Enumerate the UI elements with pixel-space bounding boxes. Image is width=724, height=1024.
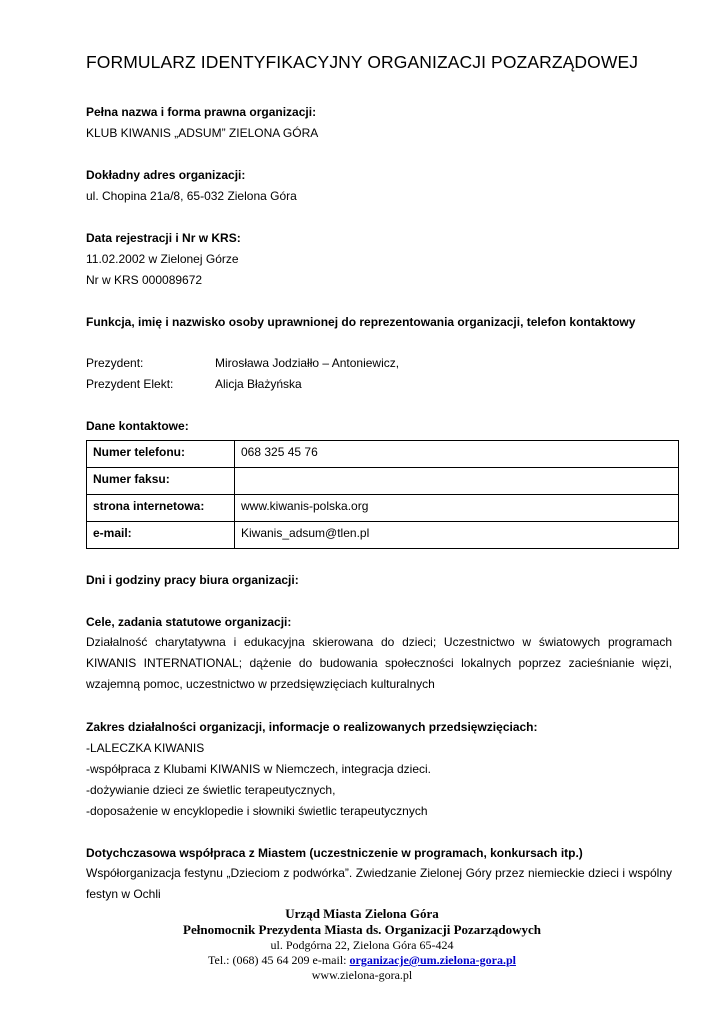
goals-text: Działalność charytatywna i edukacyjna skierowana do dzieci; Uczestnictwo w światowych programach KIWANIS INTERNATIONAL; dążenie do budowania społeczności lokalnych poprzez zacieśnianie więzi, wzajemną pomoc, uczestnictwo w przedsięwzięciach kulturalnych bbox=[86, 635, 672, 691]
footer-email-link[interactable]: organizacje@um.zielona-gora.pl bbox=[349, 953, 516, 967]
footer-office: Urząd Miasta Zielona Góra bbox=[285, 906, 439, 921]
footer-website: www.zielona-gora.pl bbox=[311, 968, 413, 982]
contact-table bbox=[86, 440, 679, 549]
footer-contact bbox=[0, 953, 724, 968]
hours-label: Dni i godziny pracy biura organizacji: bbox=[86, 573, 299, 587]
footer-address: ul. Podgórna 22, Zielona Góra 65-424 bbox=[270, 938, 454, 952]
email-key: e-mail: bbox=[87, 522, 235, 549]
table-row bbox=[87, 495, 679, 522]
fax-key: Numer faksu: bbox=[87, 468, 235, 495]
email-value: Kiwanis_adsum@tlen.pl bbox=[235, 522, 679, 549]
krs-number: Nr w KRS 000089672 bbox=[86, 273, 203, 287]
table-row bbox=[87, 441, 679, 468]
role-president: Prezydent: bbox=[86, 356, 144, 370]
footer-plenipotentiary: Pełnomocnik Prezydenta Miasta ds. Organizacji Pozarządowych bbox=[183, 922, 541, 937]
address-value: ul. Chopina 21a/8, 65-032 Zielona Góra bbox=[86, 189, 297, 203]
website-key: strona internetowa: bbox=[87, 495, 235, 522]
name-label: Pełna nazwa i forma prawna organizacji: bbox=[86, 105, 317, 119]
name-value: KLUB KIWANIS „ADSUM” ZIELONA GÓRA bbox=[86, 126, 319, 140]
krs-label: Data rejestracji i Nr w KRS: bbox=[86, 231, 241, 245]
fax-value bbox=[235, 468, 679, 495]
goals-label: Cele, zadania statutowe organizacji: bbox=[86, 615, 292, 629]
name-president: Mirosława Jodziałło – Antoniewicz, bbox=[215, 356, 400, 370]
list-item: -współpraca z Klubami KIWANIS w Niemczech, integracja dzieci. bbox=[86, 762, 432, 776]
list-item: -doposażenie w encyklopedie i słowniki świetlic terapeutycznych bbox=[86, 804, 428, 818]
page-title: FORMULARZ IDENTYFIKACYJNY ORGANIZACJI POZARZĄDOWEJ bbox=[86, 52, 639, 72]
role-president-elect: Prezydent Elekt: bbox=[86, 377, 174, 391]
page-footer bbox=[0, 906, 724, 983]
table-row bbox=[87, 468, 679, 495]
cooperation-text: Współorganizacja festynu „Dzieciom z podwórka”. Zwiedzanie Zielonej Góry przez niemieckie dzieci i wspólny festyn w Ochli bbox=[86, 866, 672, 901]
list-item: -LALECZKA KIWANIS bbox=[86, 741, 205, 755]
cooperation-label: Dotychczasowa współpraca z Miastem (uczestniczenie w programach, konkursach itp.) bbox=[86, 846, 583, 860]
name-president-elect: Alicja Błażyńska bbox=[215, 377, 302, 391]
activities-label: Zakres działalności organizacji, informacje o realizowanych przedsięwzięciach: bbox=[86, 720, 538, 734]
representatives-label: Funkcja, imię i nazwisko osoby uprawnionej do reprezentowania organizacji, telefon kontaktowy bbox=[86, 315, 636, 329]
list-item: -dożywianie dzieci ze świetlic terapeutycznych, bbox=[86, 783, 336, 797]
contact-label: Dane kontaktowe: bbox=[86, 419, 189, 433]
phone-value: 068 325 45 76 bbox=[235, 441, 679, 468]
table-row bbox=[87, 522, 679, 549]
footer-phone: Tel.: (068) 45 64 209 e-mail: bbox=[208, 953, 350, 967]
address-label: Dokładny adres organizacji: bbox=[86, 168, 246, 182]
website-value: www.kiwanis-polska.org bbox=[235, 495, 679, 522]
registration-date: 11.02.2002 w Zielonej Górze bbox=[86, 252, 239, 266]
phone-key: Numer telefonu: bbox=[87, 441, 235, 468]
